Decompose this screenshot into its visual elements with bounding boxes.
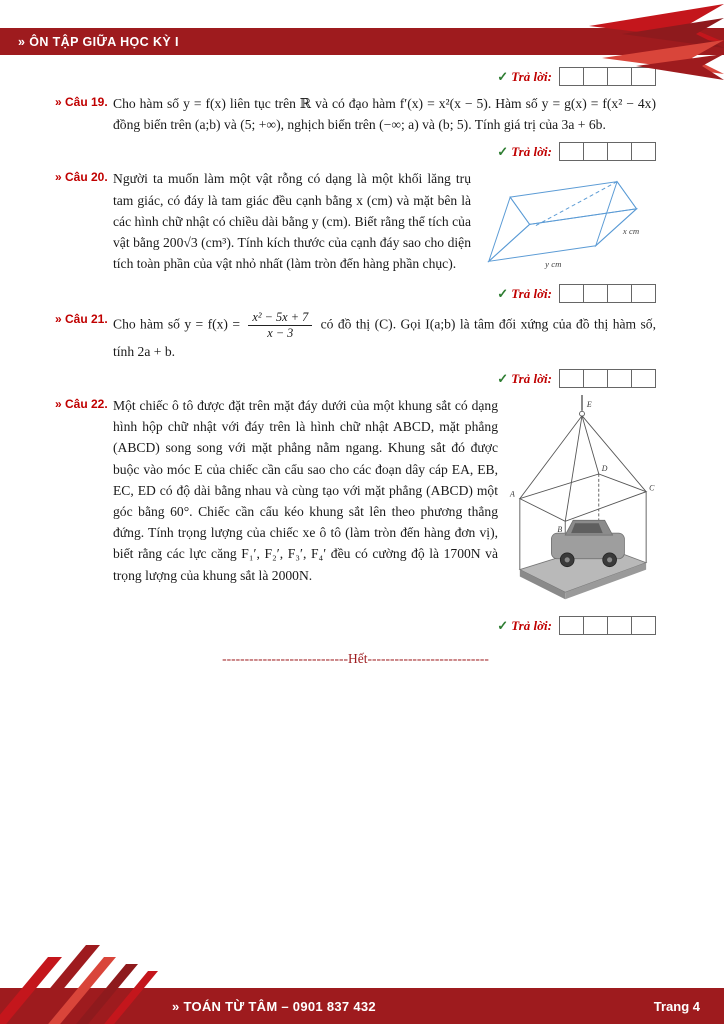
answer-label-text: Trả lời: [511, 68, 552, 84]
footer-page-number: Trang 4 [653, 999, 700, 1014]
question-22-body-wrap [113, 395, 656, 609]
answer-box [607, 142, 632, 161]
answer-box [631, 616, 656, 635]
answer-box [631, 369, 656, 388]
answer-label-text: Trả lời: [511, 370, 552, 386]
answer-box [631, 142, 656, 161]
answer-row [55, 369, 656, 388]
crane-label-C: C [649, 483, 655, 493]
answer-box [559, 616, 584, 635]
answer-label [497, 618, 552, 634]
answer-label-text: Trả lời: [511, 143, 552, 159]
answer-box [583, 616, 608, 635]
crane-label-B: B [557, 525, 563, 535]
answer-box [583, 369, 608, 388]
question-21-label: » Câu 21. [55, 312, 108, 327]
answer-label-text: Trả lời: [511, 617, 552, 633]
check-icon: ✓ [497, 370, 509, 386]
check-icon: ✓ [497, 68, 509, 84]
document-content [55, 60, 656, 667]
end-divider: ----------------------------Hết--------------------------- [222, 651, 489, 667]
question-20-body-wrap [113, 168, 656, 277]
question-22-label: » Câu 22. [55, 397, 108, 412]
answer-boxes [560, 369, 656, 388]
answer-box [607, 284, 632, 303]
answer-box [631, 284, 656, 303]
check-icon: ✓ [497, 285, 509, 301]
question-22 [55, 395, 656, 609]
answer-row [55, 284, 656, 303]
crane-label-A: A [509, 489, 515, 499]
answer-label [497, 371, 552, 387]
check-icon: ✓ [497, 617, 509, 633]
question-21-body [113, 310, 656, 362]
answer-boxes [560, 142, 656, 161]
check-icon: ✓ [497, 143, 509, 159]
answer-label [497, 144, 552, 160]
prism-y-label: y cm [545, 259, 562, 270]
question-20-body: Người ta muốn làm một vật rỗng có dạng là một khối lăng trụ tam giác, có đáy là tam giác đều cạnh bằng x (cm) và mặt bên là các hình chữ nhật có chiều dài bằng y (cm). Biết rằng thể tích của vật bằng 200√3 (cm³). Tính kích thước của cạnh đáy sao cho diện tích toàn phần của vật nhỏ nhất (làm tròn đến hàng phần chục). [113, 171, 471, 272]
crane-figure [508, 395, 656, 607]
footer-brand: » TOÁN TỪ TÂM – 0901 837 432 [172, 999, 376, 1014]
fraction-numerator: x² − 5x + 7 [248, 310, 312, 326]
answer-box [583, 284, 608, 303]
answer-row [55, 142, 656, 161]
question-19-body: Cho hàm số y = f(x) liên tục trên ℝ và có đạo hàm f′(x) = x²(x − 5). Hàm số y = g(x) = f(x² − 4x) đồng biến trên (a;b) và (5; +∞), nghịch biến trên (−∞; a) và (b; 5). Tính giá trị của 3a + 6b. [113, 96, 656, 133]
corner-arrows-icon [574, 0, 724, 92]
answer-label [497, 69, 552, 85]
answer-box [559, 142, 584, 161]
prism-figure [481, 168, 656, 275]
answer-label [497, 286, 552, 302]
question-20-label: » Câu 20. [55, 170, 108, 185]
answer-box [583, 142, 608, 161]
question-19 [55, 93, 656, 135]
answer-label-text: Trả lời: [511, 285, 552, 301]
question-19-label: » Câu 19. [55, 95, 108, 109]
answer-box [559, 369, 584, 388]
prism-x-label: x cm [622, 226, 640, 237]
answer-row [55, 616, 656, 635]
question-21-body-prefix: Cho hàm số y = f(x) = [113, 316, 241, 332]
answer-boxes [560, 616, 656, 635]
question-22-body: Một chiếc ô tô được đặt trên mặt đáy dưới của một khung sắt có dạng hình hộp chữ nhật với đáy trên là hình chữ nhật ABCD, mặt phẳng (ABCD) song song với mặt phẳng nằm ngang. Khung sắt đó được buộc vào móc E của chiếc cần cẩu sao cho các đoạn dây cáp EA, EB, EC, ED có độ dài bằng nhau và cùng tạo với mặt phẳng (ABCD) một góc bằng 60°. Chiếc cần cẩu kéo khung sắt lên theo phương thẳng đứng. Tính trọng lượng của chiếc xe ô tô (làm tròn đến hàng đơn vị), biết rằng các lực căng F₁′, F₂′, F₃′, F₄′ đều có cường độ là 1700N và trọng lượng của khung sắt là 2000N. [113, 398, 498, 583]
question-20 [55, 168, 656, 277]
crane-label-E: E [586, 399, 592, 409]
crane-label-D: D [601, 464, 608, 474]
question-21-body-suffix: có đồ thị (C). Gọi I(a;b) là tâm đối xứng của đồ thị hàm số, tính 2a + b. [113, 316, 656, 359]
fraction-denominator: x − 3 [267, 326, 294, 341]
answer-boxes [560, 284, 656, 303]
answer-box [607, 616, 632, 635]
answer-row [55, 67, 656, 86]
page-title: » ÔN TẬP GIỮA HỌC KỲ I [18, 34, 179, 49]
question-21 [55, 310, 656, 362]
fraction [248, 310, 312, 341]
answer-box [559, 284, 584, 303]
answer-box [607, 369, 632, 388]
